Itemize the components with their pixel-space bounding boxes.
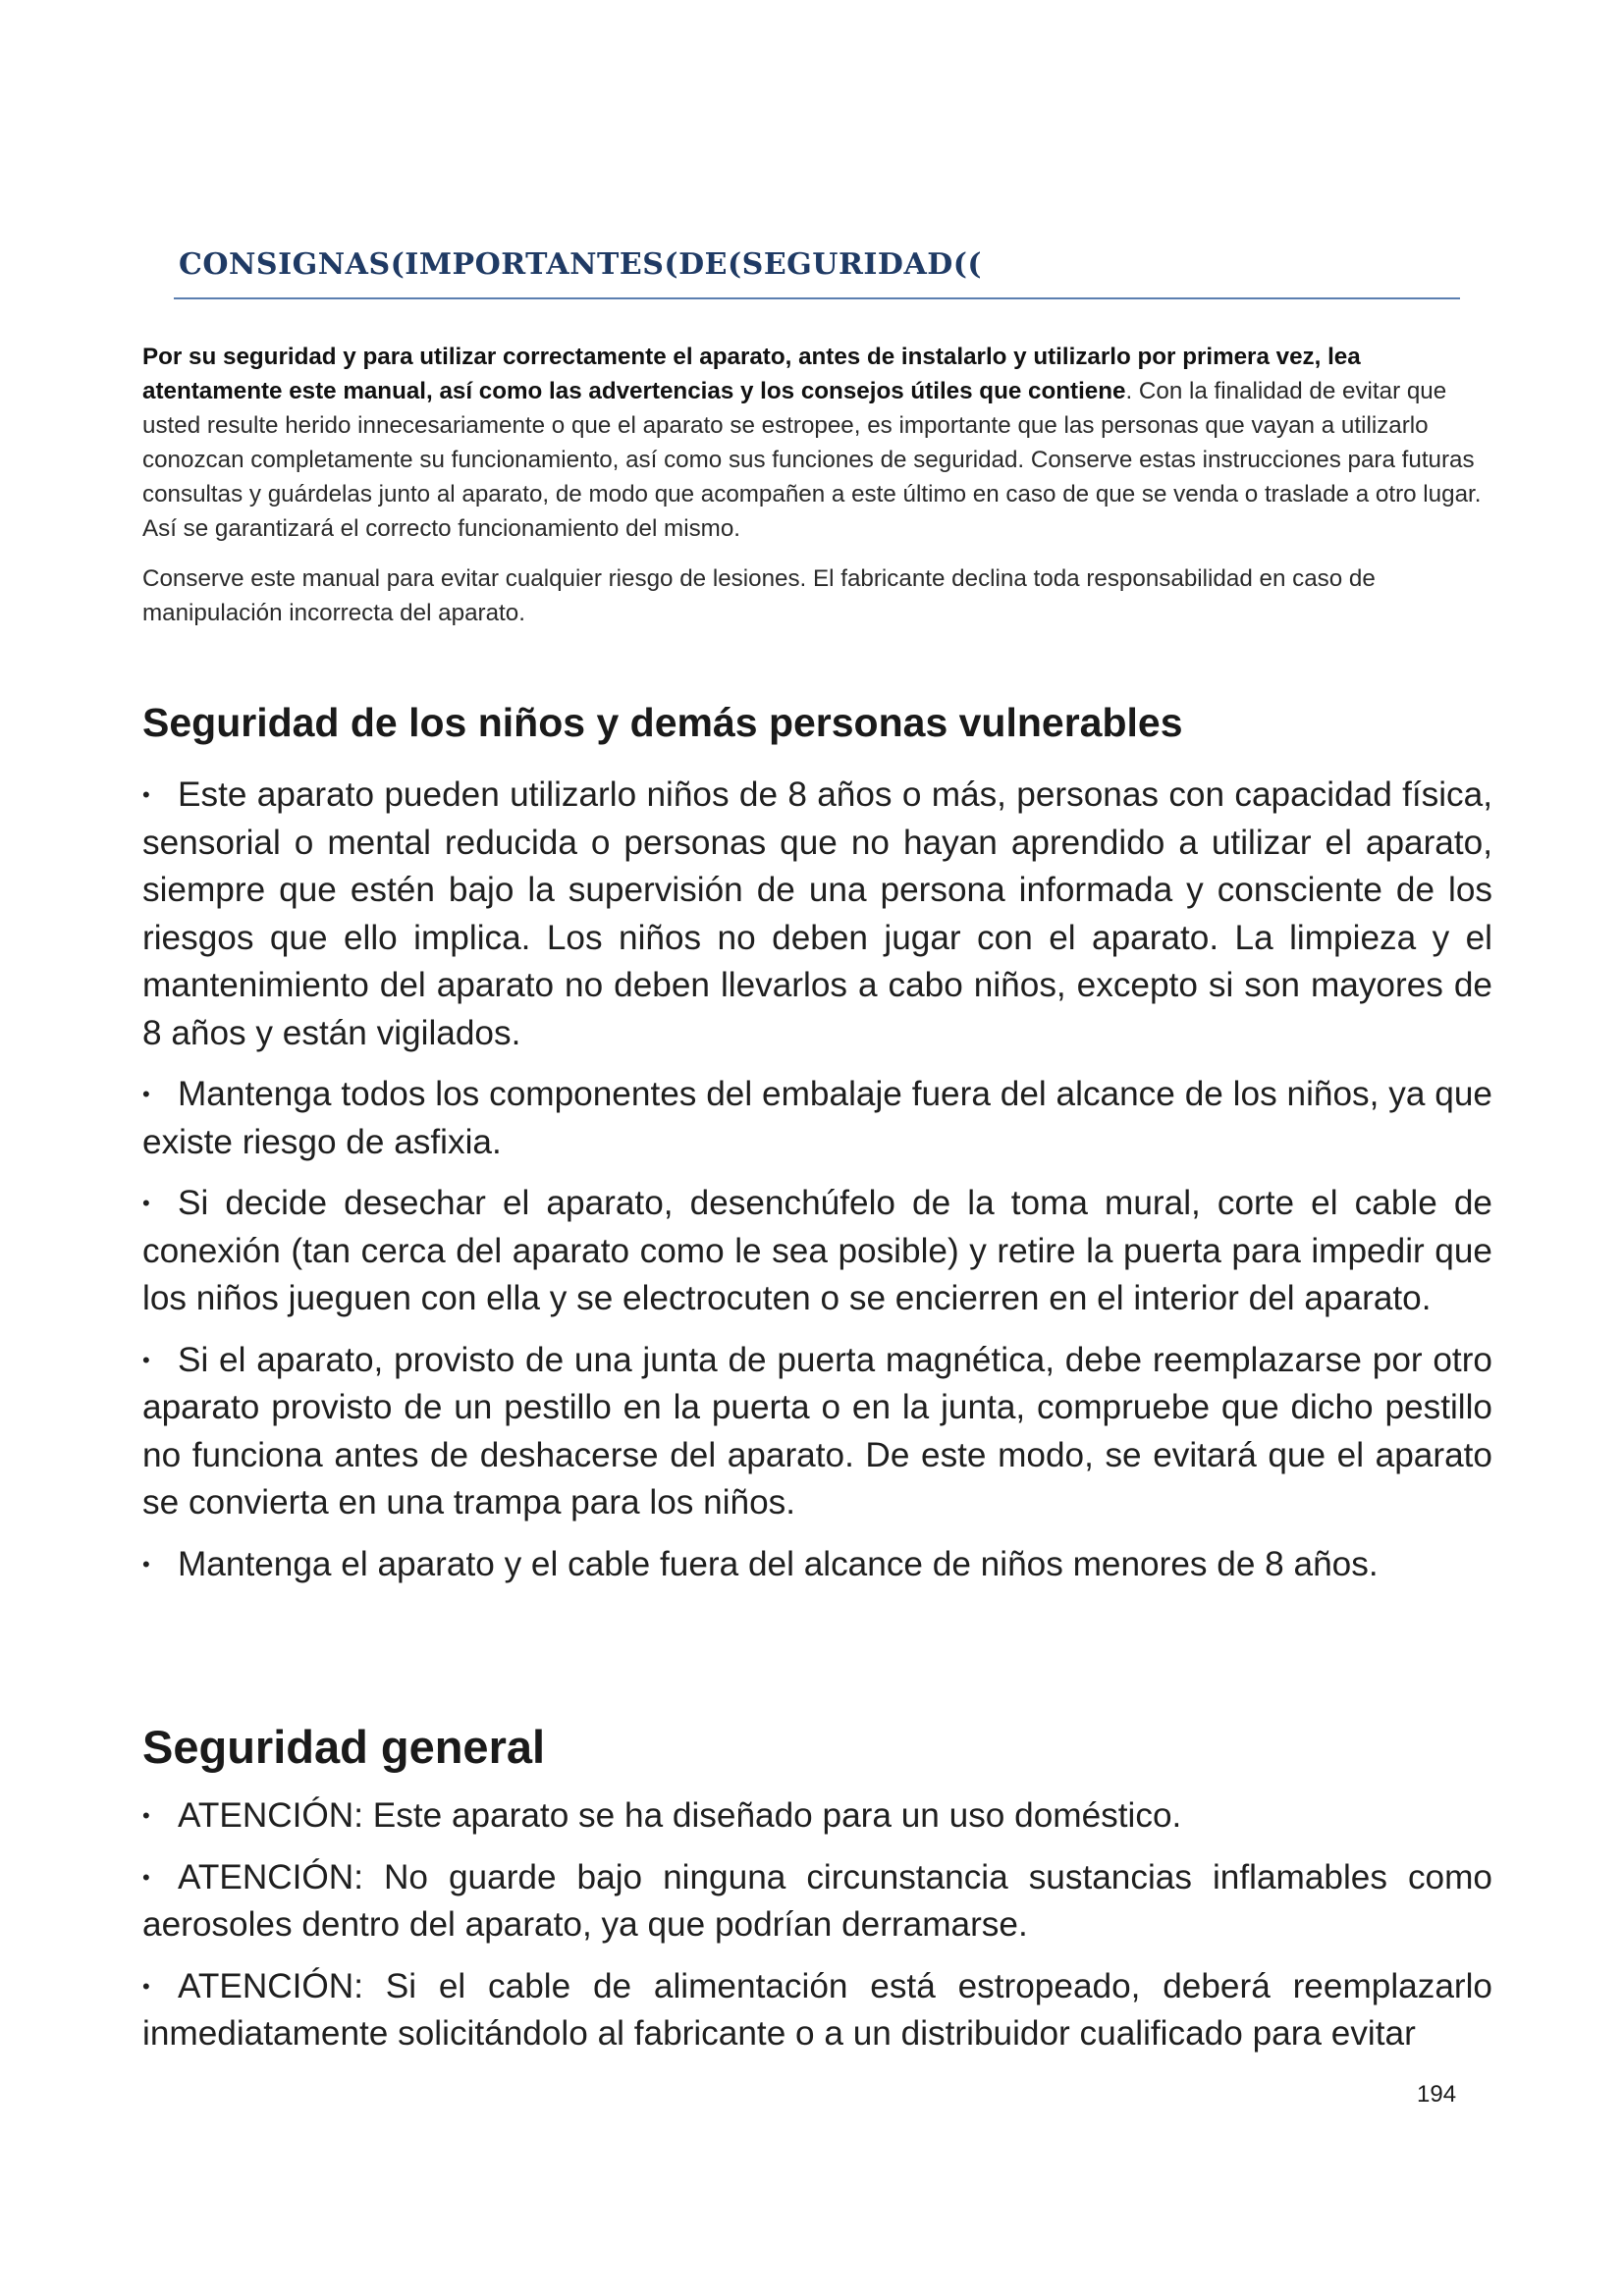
page-number: 194 xyxy=(1417,2081,1457,2108)
bullet-icon: • xyxy=(142,1191,150,1215)
intro-paragraph-1 xyxy=(142,340,1488,546)
list-item-text: Este aparato pueden utilizarlo niños de 8 años o más, personas con capacidad física, sensorial o mental reducida o personas que no hayan aprendido a utilizar el aparato, siempre que estén bajo la supervisión de una persona informada y consciente de los riesgos que ello implica. Los niños no deben jugar con el aparato. La limpieza y el mantenimiento del aparato no deben llevarlos a cabo niños, excepto si son mayores de 8 años y están vigilados. xyxy=(142,775,1492,1052)
list-item xyxy=(142,1541,1492,1589)
bullet-icon: • xyxy=(142,1864,150,1890)
list-item-text: Si decide desechar el aparato, desenchúfelo de la toma mural, corte el cable de conexión (tan cerca del aparato como le sea posible) y retire la puerta para impedir que los niños jueguen con ella y se electrocuten o se encierren en el interior del aparato. xyxy=(142,1184,1492,1317)
list-item xyxy=(142,1963,1492,2058)
intro-bold-lead: Por su seguridad y para utilizar correctamente el aparato, antes de instalarlo y utilizarlo por primera vez, lea atentamente este manual, así como las advertencias y los consejos útiles que contiene xyxy=(142,344,1361,404)
title-underline xyxy=(174,297,1460,299)
children-safety-list xyxy=(142,772,1492,1602)
list-item-text: Mantenga el aparato y el cable fuera del alcance de niños menores de 8 años. xyxy=(178,1544,1379,1583)
bullet-icon: • xyxy=(142,1347,150,1372)
bullet-icon: • xyxy=(142,782,150,807)
intro-rest: . Con la finalidad de evitar que usted resulte herido innecesariamente o que el aparato se estropee, es importante que las personas que vayan a utilizarlo conozcan completamente su funcionamiento, así como sus funciones de seguridad. Conserve estas instrucciones para futuras consultas y guárdelas junto al aparato, de modo que acompañen a este último en caso de que se venda o traslade a otro lugar. Así se garantizará el correcto funcionamiento del mismo. xyxy=(142,378,1482,542)
bullet-icon: • xyxy=(142,1973,150,1999)
list-item xyxy=(142,1180,1492,1323)
bullet-icon: • xyxy=(142,1803,150,1828)
children-safety-heading: Seguridad de los niños y demás personas vulnerables xyxy=(142,700,1183,745)
list-item xyxy=(142,772,1492,1057)
list-item-text: Mantenga todos los componentes del embalaje fuera del alcance de los niños, ya que existe riesgo de asfixia. xyxy=(142,1075,1492,1161)
list-item xyxy=(142,1071,1492,1166)
bullet-icon: • xyxy=(142,1082,150,1106)
list-item-text: ATENCIÓN: Este aparato se ha diseñado para un uso doméstico. xyxy=(178,1796,1182,1835)
intro-text xyxy=(142,340,1488,646)
list-item-text: Si el aparato, provisto de una junta de puerta magnética, debe reemplazarse por otro aparato provisto de un pestillo en la puerta o en la junta, compruebe que dicho pestillo no funciona antes de deshacerse del aparato. De este modo, se evitará que el aparato se convierta en una trampa para los niños. xyxy=(142,1340,1492,1522)
list-item xyxy=(142,1337,1492,1527)
list-item-text: ATENCIÓN: No guarde bajo ninguna circunstancia sustancias inflamables como aerosoles dentro del aparato, ya que podrían derramarse. xyxy=(142,1857,1492,1944)
list-item-text: ATENCIÓN: Si el cable de alimentación está estropeado, deberá reemplazarlo inmediatamente solicitándolo al fabricante o a un distribuidor cualificado para evitar xyxy=(142,1966,1492,2053)
intro-paragraph-2: Conserve este manual para evitar cualquier riesgo de lesiones. El fabricante declina toda responsabilidad en caso de manipulación incorrecta del aparato. xyxy=(142,565,1376,626)
page-title: CONSIGNAS(IMPORTANTES(DE(SEGURIDAD(( xyxy=(179,247,983,282)
general-safety-list xyxy=(142,1792,1492,2072)
list-item xyxy=(142,1854,1492,1949)
general-safety-heading: Seguridad general xyxy=(142,1721,546,1773)
list-item xyxy=(142,1792,1492,1841)
bullet-icon: • xyxy=(142,1551,150,1576)
